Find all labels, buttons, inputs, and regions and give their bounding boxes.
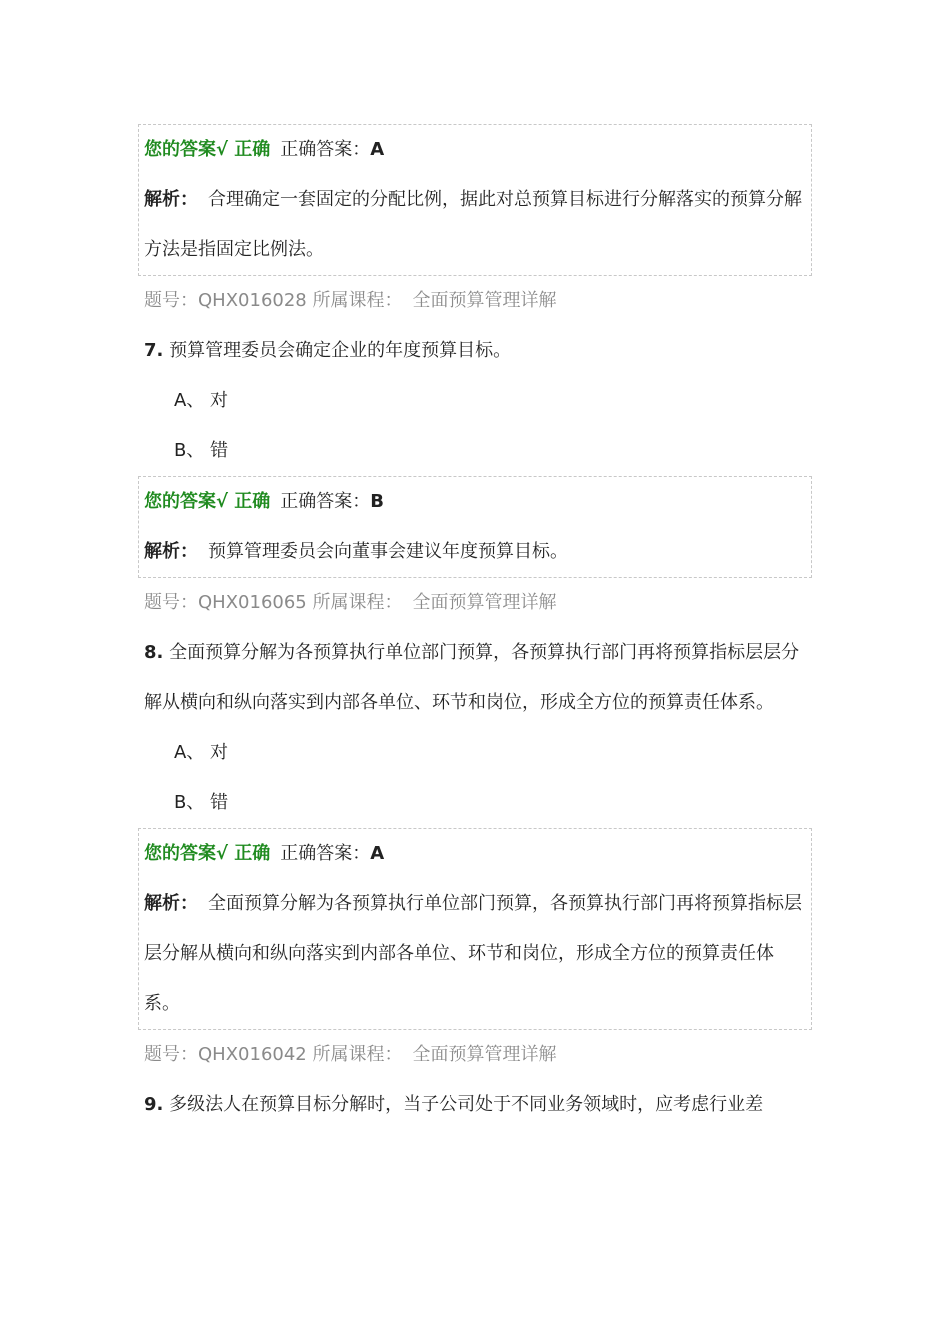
course-name: 全面预算管理详解 <box>412 1044 557 1065</box>
question-body: 多级法人在预算目标分解时，当子公司处于不同业务领域时，应考虑行业差 <box>169 1094 764 1115</box>
analysis-text <box>144 527 805 577</box>
analysis-body: 预算管理委员会向董事会建议年度预算目标。 <box>208 541 568 562</box>
course-name: 全面预算管理详解 <box>412 290 557 311</box>
question-body: 全面预算分解为各预算执行单位部门预算，各预算执行部门再将预算指标层层分解从横向和纵向落实到内部各单位、环节和岗位，形成全方位的预算责任体系。 <box>144 642 800 713</box>
your-answer-status: 您的答案√ 正确 <box>144 843 271 864</box>
answer-box <box>138 476 812 578</box>
question-text <box>144 628 814 728</box>
question-number: 9. <box>144 1094 164 1115</box>
analysis-label: 解析： <box>144 893 198 914</box>
question-body: 预算管理委员会确定企业的年度预算目标。 <box>169 340 512 361</box>
correct-answer-value: A <box>370 843 385 864</box>
correct-answer-label: 正确答案： <box>280 843 371 864</box>
your-answer-status: 您的答案√ 正确 <box>144 139 271 160</box>
correct-answer-label: 正确答案： <box>280 491 371 512</box>
correct-answer-value: B <box>370 491 385 512</box>
analysis-body: 全面预算分解为各预算执行单位部门预算，各预算执行部门再将预算指标层层分解从横向和纵向落实到内部各单位、环节和岗位，形成全方位的预算责任体系。 <box>144 893 802 1014</box>
analysis-text <box>144 175 805 275</box>
question-text <box>144 326 814 376</box>
answer-box <box>138 828 812 1030</box>
question-number: 8. <box>144 642 164 663</box>
question-id: QHX016042 <box>198 1044 307 1065</box>
analysis-label: 解析： <box>144 189 198 210</box>
your-answer-status: 您的答案√ 正确 <box>144 491 271 512</box>
answer-line <box>144 125 805 175</box>
question-id: QHX016065 <box>198 592 307 613</box>
correct-answer-label: 正确答案： <box>280 139 371 160</box>
correct-answer-value: A <box>370 139 385 160</box>
answer-line <box>144 477 805 527</box>
question-meta <box>144 578 814 628</box>
question-meta <box>144 1030 814 1080</box>
analysis-text <box>144 879 805 1029</box>
analysis-body: 合理确定一套固定的分配比例，据此对总预算目标进行分解落实的预算分解方法是指固定比例法。 <box>144 189 802 260</box>
course-name: 全面预算管理详解 <box>412 592 557 613</box>
option-b[interactable]: B、 错 <box>174 440 229 461</box>
answer-line <box>144 829 805 879</box>
question-id: QHX016028 <box>198 290 307 311</box>
option-b[interactable]: B、 错 <box>174 792 229 813</box>
question-meta <box>144 276 814 326</box>
question-id-label: 题号： <box>144 290 198 311</box>
question-text <box>144 1080 814 1130</box>
course-label: 所属课程： <box>312 1044 403 1065</box>
analysis-label: 解析： <box>144 541 198 562</box>
course-label: 所属课程： <box>312 290 403 311</box>
question-id-label: 题号： <box>144 592 198 613</box>
option-a[interactable]: A、 对 <box>174 390 229 411</box>
question-id-label: 题号： <box>144 1044 198 1065</box>
option-a[interactable]: A、 对 <box>174 742 229 763</box>
answer-box <box>138 124 812 276</box>
course-label: 所属课程： <box>312 592 403 613</box>
document-page <box>144 124 814 1130</box>
question-number: 7. <box>144 340 164 361</box>
